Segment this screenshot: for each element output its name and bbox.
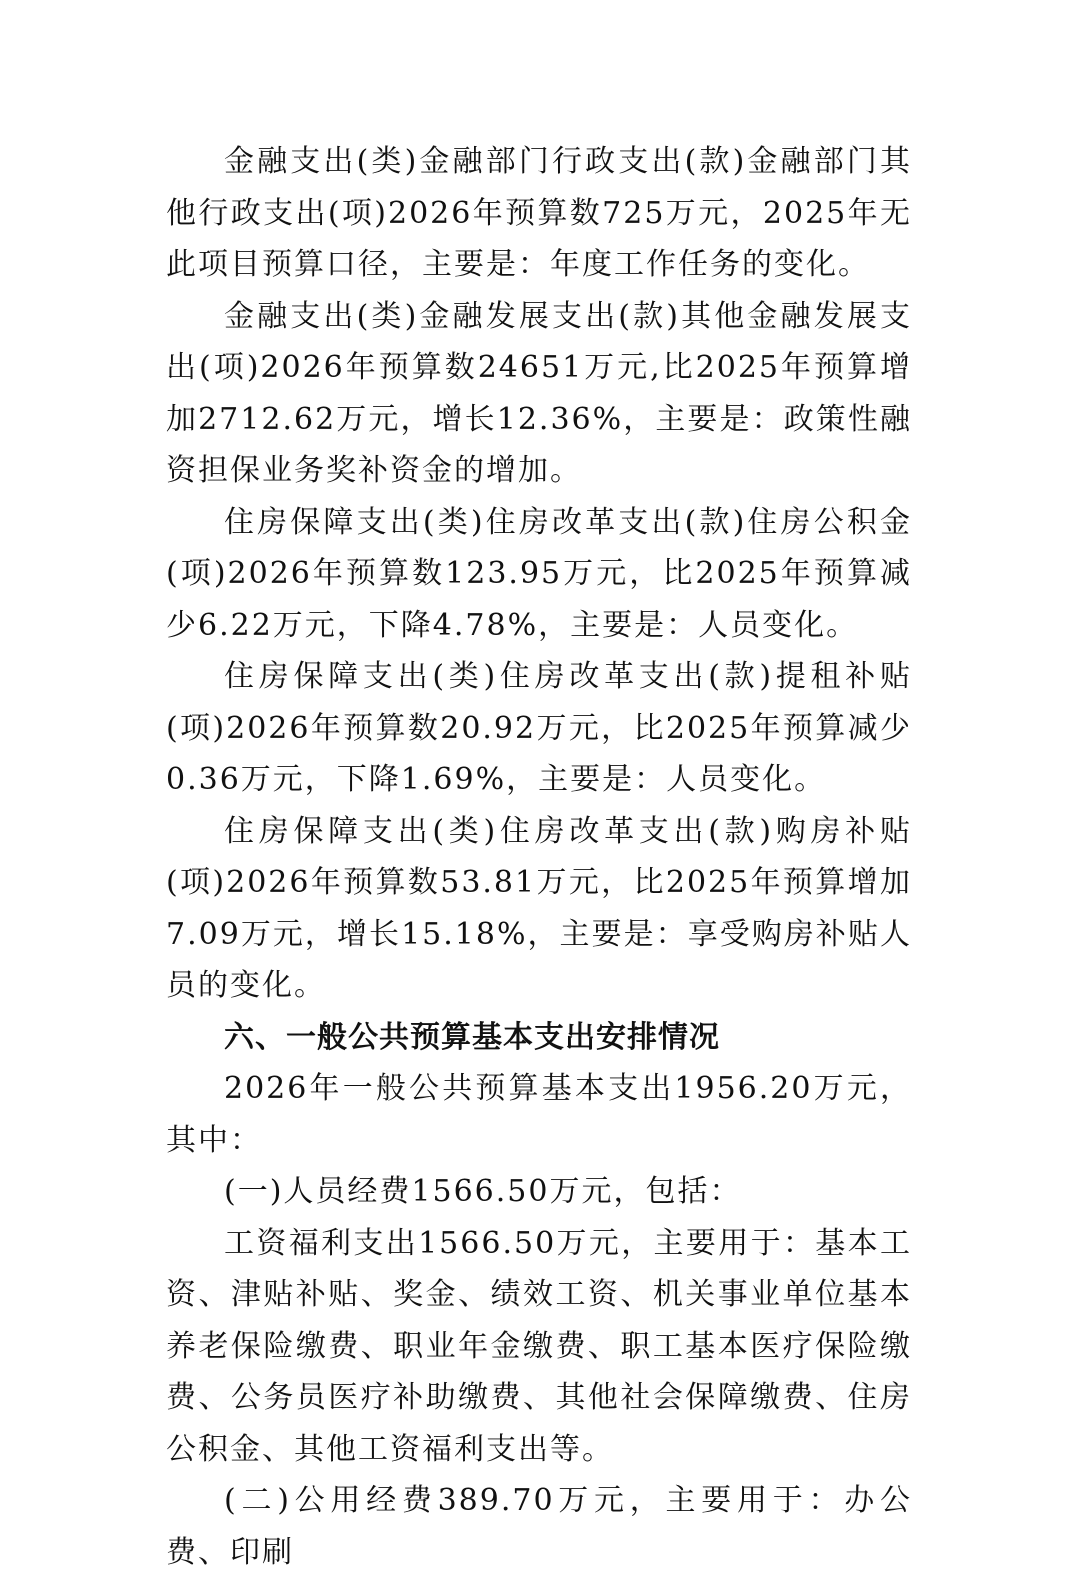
section-heading: 六、一般公共预算基本支出安排情况	[224, 1019, 720, 1055]
paragraph-financial-admin-expense: 金融支出(类)金融部门行政支出(款)金融部门其他行政支出(项)2026年预算数725万元，2025年无此项目预算口径，主要是：年度工作任务的变化。	[166, 144, 912, 282]
paragraph-financial-development-expense: 金融支出(类)金融发展支出(款)其他金融发展支出(项)2026年预算数24651万元,比2025年预算增加2712.62万元，增长12.36%，主要是：政策性融资担保业务奖补资金的增加。	[166, 298, 912, 488]
paragraph-wage-welfare-expense: 工资福利支出1566.50万元，主要用于：基本工资、津贴补贴、奖金、绩效工资、机关事业单位基本养老保险缴费、职业年金缴费、职工基本医疗保险缴费、公务员医疗补助缴费、其他社会保障缴费、住房公积金、其他工资福利支出等。	[166, 1225, 912, 1467]
paragraph-housing-purchase-subsidy: 住房保障支出(类)住房改革支出(款)购房补贴(项)2026年预算数53.81万元，比2025年预算增加7.09万元，增长15.18%，主要是：享受购房补贴人员的变化。	[166, 813, 912, 1003]
paragraph-housing-provident-fund: 住房保障支出(类)住房改革支出(款)住房公积金(项)2026年预算数123.95万元，比2025年预算减少6.22万元，下降4.78%，主要是：人员变化。	[166, 504, 912, 643]
document-body	[166, 136, 912, 1578]
paragraph-basic-expense-total: 2026年一般公共预算基本支出1956.20万元，其中：	[166, 1071, 912, 1158]
paragraph-personnel-expense: (一)人员经费1566.50万元，包括：	[224, 1174, 742, 1209]
paragraph-rent-subsidy: 住房保障支出(类)住房改革支出(款)提租补贴(项)2026年预算数20.92万元，比2025年预算减少0.36万元，下降1.69%，主要是：人员变化。	[166, 659, 912, 797]
paragraph-public-expense: (二)公用经费389.70万元，主要用于：办公费、印刷	[166, 1483, 912, 1570]
